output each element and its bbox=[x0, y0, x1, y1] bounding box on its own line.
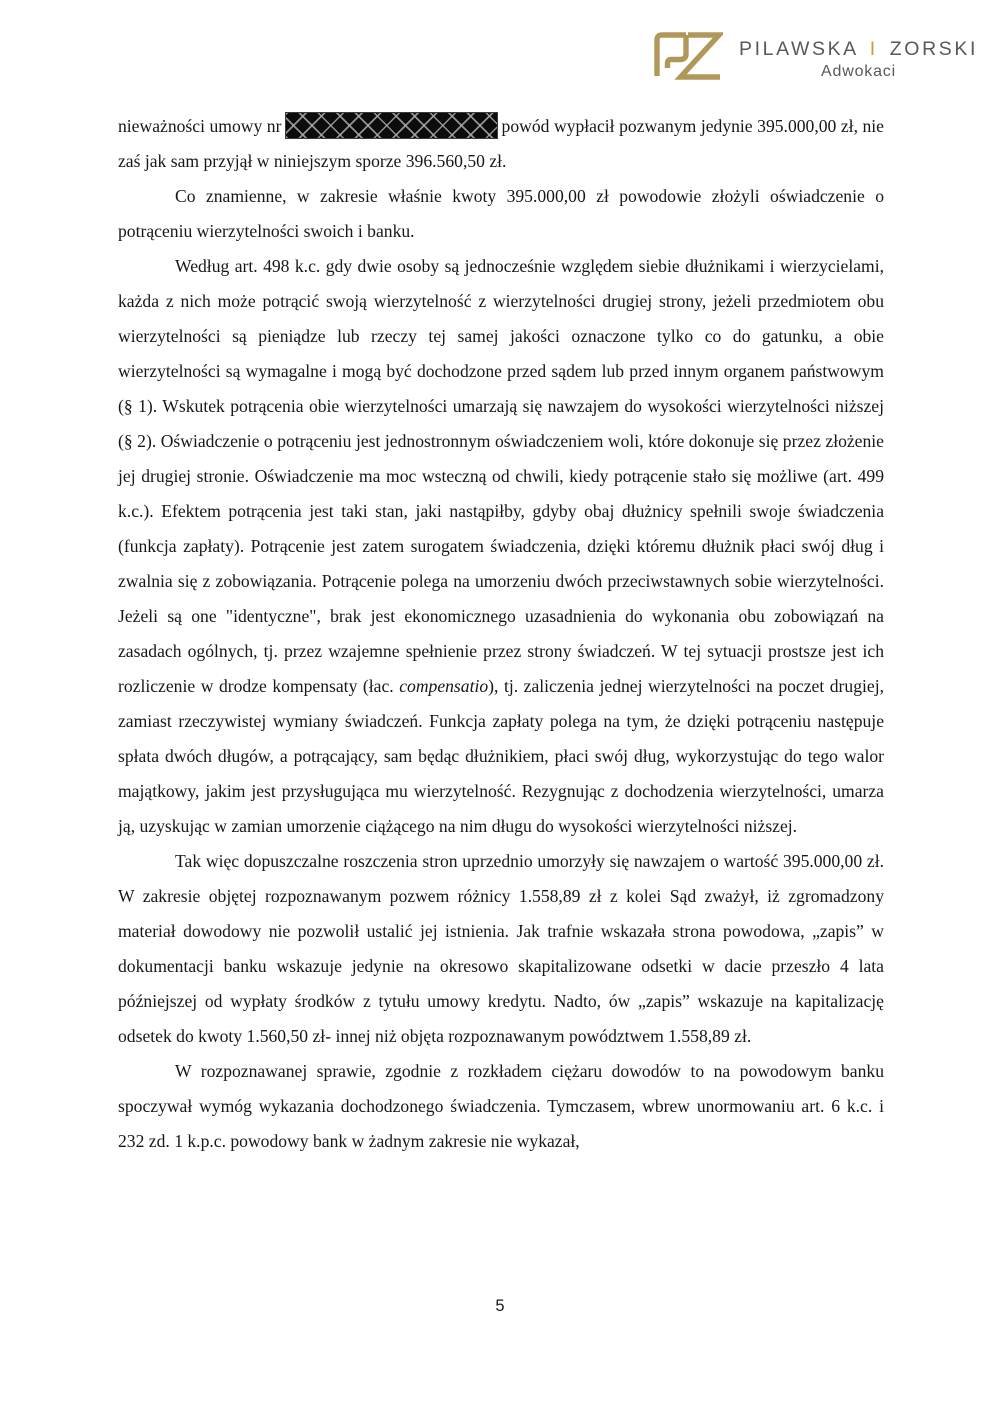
pz-logo-monogram-icon bbox=[653, 27, 723, 91]
page-number: 5 bbox=[495, 1297, 505, 1315]
redaction-box bbox=[286, 113, 497, 138]
firm-name bbox=[739, 38, 978, 61]
paragraph bbox=[118, 249, 884, 844]
letterhead bbox=[653, 27, 978, 91]
text-run: Co znamienne, w zakresie właśnie kwoty 395.000,00 zł powodowie złożyli oświadczenie o potrąceniu wierzytelności swoich i banku. bbox=[118, 186, 884, 241]
firm-subtitle: Adwokaci bbox=[821, 62, 896, 80]
text-run: powód wypłacił pozwanym jedynie 395.000,00 zł, nie zaś jak sam przyjął w niniejszym sporze 396.560,50 zł. bbox=[118, 116, 884, 171]
firm-name-left: PILAWSKA bbox=[739, 37, 858, 60]
firm-name-separator: I bbox=[869, 37, 878, 60]
text-run: Według art. 498 k.c. gdy dwie osoby są jednocześnie względem siebie dłużnikami i wierzycielami, każda z nich może potrącić swoją wierzytelność z wierzytelności drugiej strony, jeżeli przedmiotem obu wierzytelności są pieniądze lub rzeczy tej samej jakości oznaczone tylko co do gatunku, a obie wierzytelności są wymagalne i mogą być dochodzone przed sądem lub przed innym organem państwowym (§ 1). Wskutek potrącenia obie wierzytelności umarzają się nawzajem do wysokości wierzytelności niższej (§ 2). Oświadczenie o potrąceniu jest jednostronnym oświadczeniem woli, które dokonuje się przez złożenie jej drugiej stronie. Oświadczenie ma moc wsteczną od chwili, kiedy potrącenie stało się możliwe (art. 499 k.c.). Efektem potrącenia jest taki stan, jaki nastąpiłby, gdyby obaj dłużnicy spełnili swoje świadczenia (funkcja zapłaty). Potrącenie jest zatem surogatem świadczenia, dzięki któremu dłużnik płaci swój dług i zwalnia się z zobowiązania. Potrącenie polega na umorzeniu dwóch przeciwstawnych sobie wierzytelności. Jeżeli są one "identyczne", brak jest ekonomicznego uzasadnienia do wykonania obu zobowiązań na zasadach ogólnych, tj. przez wzajemne spełnienie przez strony świadczeń. W tej sytuacji prostsze jest ich rozliczenie w drodze kompensaty (łac. bbox=[118, 256, 884, 696]
paragraph bbox=[118, 109, 884, 179]
page-footer bbox=[0, 1297, 1000, 1316]
document-body bbox=[118, 109, 884, 1159]
text-run: ), tj. zaliczenia jednej wierzytelności na poczet drugiej, zamiast rzeczywistej wymiany świadczeń. Funkcja zapłaty polega na tym, że dzięki potrąceniu następuje spłata dwóch długów, a potrącający, sam będąc dłużnikiem, płaci swój dług, wykorzystując do tego walor majątkowy, jakim jest przysługująca mu wierzytelność. Rezygnując z dochodzenia wierzytelności, umarza ją, uzyskując w zamian umorzenie ciążącego na nim długu do wysokości wierzytelności niższej. bbox=[118, 676, 884, 836]
text-run: nieważności umowy nr bbox=[118, 116, 287, 136]
text-run: W rozpoznawanej sprawie, zgodnie z rozkładem ciężaru dowodów to na powodowym banku spoczywał wymóg wykazania dochodzonego świadczenia. Tymczasem, wbrew unormowaniu art. 6 k.c. i 232 zd. 1 k.p.c. powodowy bank w żadnym zakresie nie wykazał, bbox=[118, 1061, 884, 1151]
firm-wordmark bbox=[739, 38, 978, 81]
paragraph bbox=[118, 1054, 884, 1159]
paragraph bbox=[118, 844, 884, 1054]
text-run: Tak więc dopuszczalne roszczenia stron uprzednio umorzyły się nawzajem o wartość 395.000,00 zł. W zakresie objętej rozpoznawanym pozwem różnicy 1.558,89 zł z kolei Sąd zważył, iż zgromadzony materiał dowodowy nie pozwolił ustalić jej istnienia. Jak trafnie wskazała strona powodowa, „zapis” w dokumentacji banku wskazuje jedynie na okresowo skapitalizowane odsetki w dacie przeszło 4 lata późniejszej od wypłaty środków z tytułu umowy kredytu. Nadto, ów „zapis” wskazuje na kapitalizację odsetek do kwoty 1.560,50 zł- innej niż objęta rozpoznawanym powództwem 1.558,89 zł. bbox=[118, 851, 884, 1046]
paragraph bbox=[118, 179, 884, 249]
firm-name-right: ZORSKI bbox=[889, 37, 978, 60]
text-run: compensatio bbox=[399, 676, 489, 696]
